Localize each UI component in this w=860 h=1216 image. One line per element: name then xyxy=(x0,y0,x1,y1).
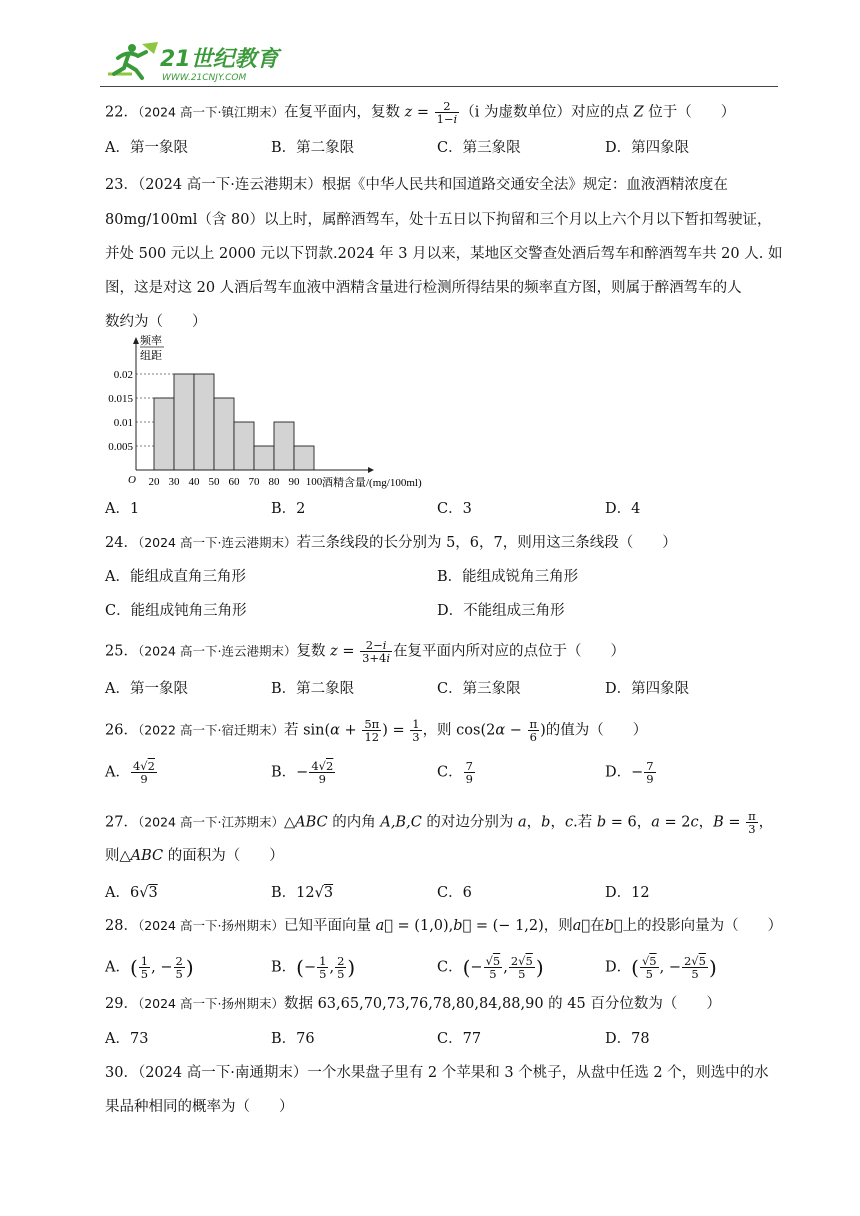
options-29 xyxy=(105,1028,785,1052)
x-axis-arrow xyxy=(368,467,374,473)
bar-2 xyxy=(194,374,214,470)
bar-5 xyxy=(254,446,274,470)
xtick-label-8: 100 xyxy=(305,476,323,488)
question-30-line2: 果品种相同的概率为（ ） xyxy=(105,1099,294,1115)
page-header xyxy=(100,38,780,88)
logo-21cnjy xyxy=(102,40,342,84)
option-b[interactable]: B．(− $\frac{1}{5}$ , $\frac{2}{5}$ ) xyxy=(271,954,356,981)
option-d[interactable]: D．第四象限 xyxy=(605,140,690,156)
option-c[interactable]: C．(− $\frac{√5}{5}$ , $\frac{2√5}{5}$ ) xyxy=(437,954,544,981)
question-24: 24．（2024 高一下·连云港期末）若三条线段的长分别为 5，6，7，则用这三条线段（ ） xyxy=(105,535,677,551)
option-a[interactable]: A．1 xyxy=(105,501,140,517)
ytick-label-1: 0.01 xyxy=(113,417,133,429)
question-28: 28．（2024 高一下·扬州期末）已知平面向量 a⃗ = (1,0),b⃗ = (− 1,2)，则a⃗在b⃗上的投影向量为（ ） xyxy=(105,918,783,934)
option-a[interactable]: A．第一象限 xyxy=(105,140,188,156)
option-a[interactable]: A．能组成直角三角形 xyxy=(105,569,246,585)
xtick-label-0: 20 xyxy=(148,476,160,488)
option-a[interactable]: A．第一象限 xyxy=(105,681,188,697)
option-b[interactable]: B．12√3 xyxy=(271,885,334,901)
xtick-label-7: 90 xyxy=(288,476,300,488)
bar-1 xyxy=(174,374,194,470)
xlabel: 酒精含量/(mg/100ml) xyxy=(322,477,422,489)
bar-6 xyxy=(274,422,294,470)
question-22: 22．（2024 高一下·镇江期末）在复平面内，复数 z = $\frac{2}{1-i}$ （i 为虚数单位）对应的点 Z 位于（ ） xyxy=(105,99,736,126)
question-27: 27．（2024 高一下·江苏期末）△ABC 的内角 A,B,C 的对边分别为 a，b，c.若 b = 6，a = 2c，B = $\frac{\pi}{3}$ ， xyxy=(105,809,774,836)
logo-url: WWW.21CNJY.COM xyxy=(162,73,247,83)
option-c[interactable]: C． $\frac{7}{9}$ xyxy=(437,759,473,786)
option-d[interactable]: D．4 xyxy=(605,501,641,517)
option-b[interactable]: B．第二象限 xyxy=(271,681,355,697)
y-axis-arrow xyxy=(133,337,139,344)
question-30: 30．（2024 高一下·南通期末）一个水果盘子里有 2 个苹果和 3 个桃子，从盘中任选 2 个，则选中的水 xyxy=(105,1065,769,1081)
question-29: 29．（2024 高一下·扬州期末）数据 63,65,70,73,76,78,80,84,88,90 的 45 百分位数为（ ） xyxy=(105,996,721,1012)
ylabel-bottom: 组距 xyxy=(140,350,162,362)
option-b[interactable]: B．第二象限 xyxy=(271,140,355,156)
option-d[interactable]: D．12 xyxy=(605,885,650,901)
option-c[interactable]: C．6 xyxy=(437,885,472,901)
question-23-line2: 80mg/100ml（含 80）以上时，属醉酒驾车，处十五日以下拘留和三个月以上六个月以下暂扣驾驶证， xyxy=(105,212,772,228)
ytick-label-3: 0.02 xyxy=(113,369,133,381)
bar-0 xyxy=(154,398,174,470)
header-rule xyxy=(100,86,778,87)
option-b[interactable]: B．能组成锐角三角形 xyxy=(437,569,579,585)
option-a[interactable]: A．( $\frac{1}{5}$ , − $\frac{2}{5}$ ) xyxy=(105,954,194,981)
xtick-label-4: 60 xyxy=(228,476,240,488)
option-d[interactable]: D．− $\frac{7}{9}$ xyxy=(605,759,654,786)
option-a[interactable]: A．6√3 xyxy=(105,885,158,901)
xtick-label-2: 40 xyxy=(188,476,200,488)
options-22 xyxy=(105,137,785,161)
xtick-label-3: 50 xyxy=(208,476,220,488)
option-c[interactable]: C．能组成钝角三角形 xyxy=(105,603,247,619)
ytick-label-2: 0.015 xyxy=(108,393,133,405)
option-b[interactable]: B．76 xyxy=(271,1031,315,1047)
option-d[interactable]: D．( $\frac{√5}{5}$ , − $\frac{2√5}{5}$ ) xyxy=(605,954,717,981)
xtick-label-1: 30 xyxy=(168,476,180,488)
option-c[interactable]: C．3 xyxy=(437,501,472,517)
options-25 xyxy=(105,678,785,702)
question-26: 26．（2022 高一下·宿迁期末）若 sin(α + $\frac{5\pi}{12}$ ) = $\frac{1}{3}$ ，则 cos(2α − $\frac{\pi}{6}$ )的值为（ ） xyxy=(105,717,648,744)
option-c[interactable]: C．77 xyxy=(437,1031,482,1047)
question-25: 25．（2024 高一下·连云港期末）复数 z = $\frac{2-i}{3+4i}$ 在复平面内所对应的点位于（ ） xyxy=(105,638,626,665)
options-27 xyxy=(105,882,785,906)
option-d[interactable]: D．第四象限 xyxy=(605,681,690,697)
histogram-chart xyxy=(100,332,440,502)
bar-4 xyxy=(234,422,254,470)
option-c[interactable]: C．第三象限 xyxy=(437,681,521,697)
option-a[interactable]: A． $\frac{4√2}{9}$ xyxy=(105,759,155,786)
option-b[interactable]: B．2 xyxy=(271,501,306,517)
option-b[interactable]: B．− $\frac{4√2}{9}$ xyxy=(271,759,334,786)
question-23-line5: 数约为（ ） xyxy=(105,314,207,330)
bar-7 xyxy=(294,446,314,470)
ylabel-top: 频率 xyxy=(140,335,162,347)
xtick-label-6: 80 xyxy=(268,476,280,488)
option-d[interactable]: D．78 xyxy=(605,1031,650,1047)
question-23-line4: 图，这是对这 20 人酒后驾车血液中酒精含量进行检测所得结果的频率直方图，则属于醉酒驾车的人 xyxy=(105,280,742,296)
question-23: 23．（2024 高一下·连云港期末）根据《中华人民共和国道路交通安全法》规定：血液酒精浓度在 xyxy=(105,177,728,193)
options-28 xyxy=(105,955,785,979)
origin-label: O xyxy=(128,474,136,486)
runner-icon xyxy=(108,42,158,78)
question-23-line3: 并处 500 元以上 2000 元以下罚款.2024 年 3 月以来，某地区交警查处酒后驾车和醉酒驾车共 20 人. 如 xyxy=(105,246,783,262)
xtick-label-5: 70 xyxy=(248,476,260,488)
options-24-row2 xyxy=(105,600,785,624)
options-26 xyxy=(105,760,785,784)
option-a[interactable]: A．73 xyxy=(105,1031,149,1047)
bar-3 xyxy=(214,398,234,470)
options-23 xyxy=(105,498,785,522)
question-27-line2: 则△ABC 的面积为（ ） xyxy=(105,848,284,864)
logo-text: 21世纪教育 xyxy=(160,47,279,72)
option-c[interactable]: C．第三象限 xyxy=(437,140,521,156)
option-d[interactable]: D．不能组成三角形 xyxy=(437,603,565,619)
ytick-label-0: 0.005 xyxy=(108,441,133,453)
options-24-row1 xyxy=(105,566,785,590)
